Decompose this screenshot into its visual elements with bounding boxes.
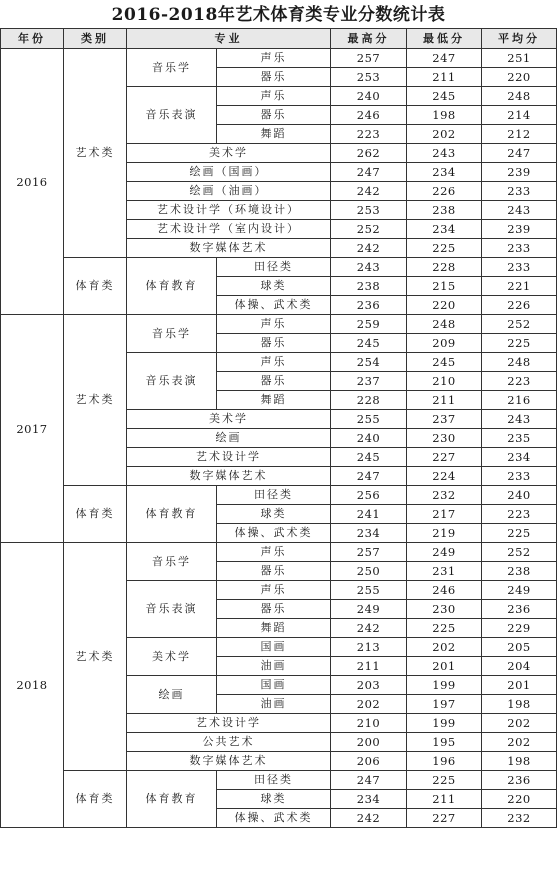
min-score-cell: 248 (407, 315, 482, 334)
major-cell: 数字媒体艺术 (127, 467, 331, 486)
min-score-cell: 197 (407, 695, 482, 714)
sub-major-cell: 器乐 (217, 68, 331, 87)
max-score-cell: 254 (331, 353, 407, 372)
avg-score-cell: 225 (482, 524, 557, 543)
min-score-cell: 220 (407, 296, 482, 315)
sub-major-cell: 声乐 (217, 315, 331, 334)
avg-score-cell: 226 (482, 296, 557, 315)
table-body (1, 29, 557, 828)
year-cell: 2016 (1, 49, 64, 315)
major-cell: 数字媒体艺术 (127, 239, 331, 258)
min-score-cell: 219 (407, 524, 482, 543)
min-score-cell: 201 (407, 657, 482, 676)
min-score-cell: 230 (407, 429, 482, 448)
avg-score-cell: 221 (482, 277, 557, 296)
avg-score-cell: 252 (482, 543, 557, 562)
min-score-cell: 228 (407, 258, 482, 277)
avg-score-cell: 220 (482, 68, 557, 87)
avg-score-cell: 229 (482, 619, 557, 638)
sub-major-cell: 油画 (217, 657, 331, 676)
sub-major-cell: 体操、武术类 (217, 524, 331, 543)
major-cell: 美术学 (127, 144, 331, 163)
max-score-cell: 262 (331, 144, 407, 163)
sub-major-cell: 田径类 (217, 486, 331, 505)
table-row (1, 486, 557, 505)
major-cell: 数字媒体艺术 (127, 752, 331, 771)
header-row (1, 29, 557, 49)
major-cell: 公共艺术 (127, 733, 331, 752)
sub-major-cell: 球类 (217, 277, 331, 296)
sub-major-cell: 舞蹈 (217, 391, 331, 410)
min-score-cell: 245 (407, 353, 482, 372)
major-cell: 音乐学 (127, 49, 217, 87)
min-score-cell: 202 (407, 125, 482, 144)
score-table (0, 28, 557, 828)
header-max: 最高分 (331, 29, 407, 49)
avg-score-cell: 220 (482, 790, 557, 809)
min-score-cell: 196 (407, 752, 482, 771)
min-score-cell: 234 (407, 220, 482, 239)
min-score-cell: 246 (407, 581, 482, 600)
avg-score-cell: 239 (482, 163, 557, 182)
major-cell: 音乐学 (127, 543, 217, 581)
max-score-cell: 250 (331, 562, 407, 581)
min-score-cell: 225 (407, 239, 482, 258)
major-cell: 体育教育 (127, 486, 217, 543)
year-cell: 2017 (1, 315, 64, 543)
min-score-cell: 247 (407, 49, 482, 68)
avg-score-cell: 251 (482, 49, 557, 68)
sub-major-cell: 球类 (217, 790, 331, 809)
header-category: 类别 (64, 29, 127, 49)
min-score-cell: 210 (407, 372, 482, 391)
avg-score-cell: 233 (482, 467, 557, 486)
max-score-cell: 236 (331, 296, 407, 315)
max-score-cell: 257 (331, 543, 407, 562)
max-score-cell: 202 (331, 695, 407, 714)
sub-major-cell: 田径类 (217, 771, 331, 790)
max-score-cell: 243 (331, 258, 407, 277)
avg-score-cell: 223 (482, 505, 557, 524)
sub-major-cell: 器乐 (217, 106, 331, 125)
sub-major-cell: 田径类 (217, 258, 331, 277)
min-score-cell: 226 (407, 182, 482, 201)
table-row (1, 315, 557, 334)
max-score-cell: 238 (331, 277, 407, 296)
major-cell: 美术学 (127, 638, 217, 676)
max-score-cell: 255 (331, 581, 407, 600)
avg-score-cell: 236 (482, 600, 557, 619)
max-score-cell: 247 (331, 163, 407, 182)
avg-score-cell: 233 (482, 258, 557, 277)
max-score-cell: 255 (331, 410, 407, 429)
avg-score-cell: 212 (482, 125, 557, 144)
min-score-cell: 198 (407, 106, 482, 125)
max-score-cell: 211 (331, 657, 407, 676)
max-score-cell: 237 (331, 372, 407, 391)
major-cell: 艺术设计学 (127, 448, 331, 467)
max-score-cell: 210 (331, 714, 407, 733)
category-cell: 体育类 (64, 486, 127, 543)
max-score-cell: 247 (331, 771, 407, 790)
avg-score-cell: 201 (482, 676, 557, 695)
sub-major-cell: 油画 (217, 695, 331, 714)
category-cell: 艺术类 (64, 315, 127, 486)
avg-score-cell: 249 (482, 581, 557, 600)
avg-score-cell: 232 (482, 809, 557, 828)
category-cell: 体育类 (64, 771, 127, 828)
major-cell: 音乐表演 (127, 87, 217, 144)
major-cell: 体育教育 (127, 258, 217, 315)
avg-score-cell: 240 (482, 486, 557, 505)
min-score-cell: 211 (407, 391, 482, 410)
category-cell: 体育类 (64, 258, 127, 315)
header-year: 年份 (1, 29, 64, 49)
min-score-cell: 245 (407, 87, 482, 106)
table-row (1, 543, 557, 562)
max-score-cell: 253 (331, 68, 407, 87)
max-score-cell: 257 (331, 49, 407, 68)
sub-major-cell: 舞蹈 (217, 619, 331, 638)
avg-score-cell: 233 (482, 239, 557, 258)
min-score-cell: 227 (407, 809, 482, 828)
avg-score-cell: 233 (482, 182, 557, 201)
sub-major-cell: 器乐 (217, 372, 331, 391)
max-score-cell: 253 (331, 201, 407, 220)
max-score-cell: 200 (331, 733, 407, 752)
sub-major-cell: 舞蹈 (217, 125, 331, 144)
major-cell: 艺术设计学（室内设计） (127, 220, 331, 239)
sub-major-cell: 声乐 (217, 581, 331, 600)
avg-score-cell: 238 (482, 562, 557, 581)
max-score-cell: 234 (331, 524, 407, 543)
major-cell: 美术学 (127, 410, 331, 429)
major-cell: 音乐学 (127, 315, 217, 353)
sub-major-cell: 器乐 (217, 600, 331, 619)
max-score-cell: 223 (331, 125, 407, 144)
sub-major-cell: 国画 (217, 676, 331, 695)
avg-score-cell: 248 (482, 87, 557, 106)
category-cell: 艺术类 (64, 543, 127, 771)
min-score-cell: 230 (407, 600, 482, 619)
min-score-cell: 199 (407, 714, 482, 733)
year-cell: 2018 (1, 543, 64, 828)
avg-score-cell: 248 (482, 353, 557, 372)
avg-score-cell: 202 (482, 714, 557, 733)
avg-score-cell: 205 (482, 638, 557, 657)
min-score-cell: 195 (407, 733, 482, 752)
min-score-cell: 232 (407, 486, 482, 505)
min-score-cell: 243 (407, 144, 482, 163)
table-row (1, 258, 557, 277)
avg-score-cell: 247 (482, 144, 557, 163)
min-score-cell: 249 (407, 543, 482, 562)
header-major: 专业 (127, 29, 331, 49)
max-score-cell: 241 (331, 505, 407, 524)
avg-score-cell: 223 (482, 372, 557, 391)
max-score-cell: 240 (331, 429, 407, 448)
major-cell: 体育教育 (127, 771, 217, 828)
min-score-cell: 199 (407, 676, 482, 695)
max-score-cell: 249 (331, 600, 407, 619)
sub-major-cell: 球类 (217, 505, 331, 524)
avg-score-cell: 243 (482, 410, 557, 429)
min-score-cell: 202 (407, 638, 482, 657)
max-score-cell: 259 (331, 315, 407, 334)
avg-score-cell: 225 (482, 334, 557, 353)
min-score-cell: 211 (407, 790, 482, 809)
table-row (1, 771, 557, 790)
avg-score-cell: 252 (482, 315, 557, 334)
avg-score-cell: 239 (482, 220, 557, 239)
major-cell: 绘画（国画） (127, 163, 331, 182)
avg-score-cell: 202 (482, 733, 557, 752)
header-avg: 平均分 (482, 29, 557, 49)
min-score-cell: 225 (407, 771, 482, 790)
major-cell: 绘画 (127, 676, 217, 714)
major-cell: 绘画（油画） (127, 182, 331, 201)
max-score-cell: 247 (331, 467, 407, 486)
max-score-cell: 206 (331, 752, 407, 771)
max-score-cell: 242 (331, 809, 407, 828)
min-score-cell: 211 (407, 68, 482, 87)
min-score-cell: 231 (407, 562, 482, 581)
avg-score-cell: 234 (482, 448, 557, 467)
avg-score-cell: 235 (482, 429, 557, 448)
avg-score-cell: 236 (482, 771, 557, 790)
sub-major-cell: 声乐 (217, 353, 331, 372)
max-score-cell: 245 (331, 448, 407, 467)
max-score-cell: 242 (331, 239, 407, 258)
sub-major-cell: 声乐 (217, 49, 331, 68)
min-score-cell: 215 (407, 277, 482, 296)
major-cell: 音乐表演 (127, 353, 217, 410)
min-score-cell: 209 (407, 334, 482, 353)
table-title: 2016-2018年艺术体育类专业分数统计表 (111, 5, 446, 25)
sub-major-cell: 体操、武术类 (217, 296, 331, 315)
sub-major-cell: 体操、武术类 (217, 809, 331, 828)
major-cell: 艺术设计学（环境设计） (127, 201, 331, 220)
sub-major-cell: 声乐 (217, 543, 331, 562)
sub-major-cell: 声乐 (217, 87, 331, 106)
min-score-cell: 217 (407, 505, 482, 524)
major-cell: 音乐表演 (127, 581, 217, 638)
max-score-cell: 242 (331, 619, 407, 638)
max-score-cell: 240 (331, 87, 407, 106)
avg-score-cell: 204 (482, 657, 557, 676)
category-cell: 艺术类 (64, 49, 127, 258)
min-score-cell: 227 (407, 448, 482, 467)
max-score-cell: 242 (331, 182, 407, 201)
avg-score-cell: 198 (482, 695, 557, 714)
avg-score-cell: 243 (482, 201, 557, 220)
min-score-cell: 224 (407, 467, 482, 486)
major-cell: 艺术设计学 (127, 714, 331, 733)
avg-score-cell: 198 (482, 752, 557, 771)
max-score-cell: 234 (331, 790, 407, 809)
avg-score-cell: 214 (482, 106, 557, 125)
min-score-cell: 238 (407, 201, 482, 220)
min-score-cell: 234 (407, 163, 482, 182)
max-score-cell: 252 (331, 220, 407, 239)
max-score-cell: 213 (331, 638, 407, 657)
table-row (1, 49, 557, 68)
sub-major-cell: 器乐 (217, 334, 331, 353)
min-score-cell: 225 (407, 619, 482, 638)
min-score-cell: 237 (407, 410, 482, 429)
max-score-cell: 228 (331, 391, 407, 410)
sub-major-cell: 国画 (217, 638, 331, 657)
max-score-cell: 203 (331, 676, 407, 695)
major-cell: 绘画 (127, 429, 331, 448)
max-score-cell: 245 (331, 334, 407, 353)
header-min: 最低分 (407, 29, 482, 49)
max-score-cell: 256 (331, 486, 407, 505)
sub-major-cell: 器乐 (217, 562, 331, 581)
max-score-cell: 246 (331, 106, 407, 125)
avg-score-cell: 216 (482, 391, 557, 410)
